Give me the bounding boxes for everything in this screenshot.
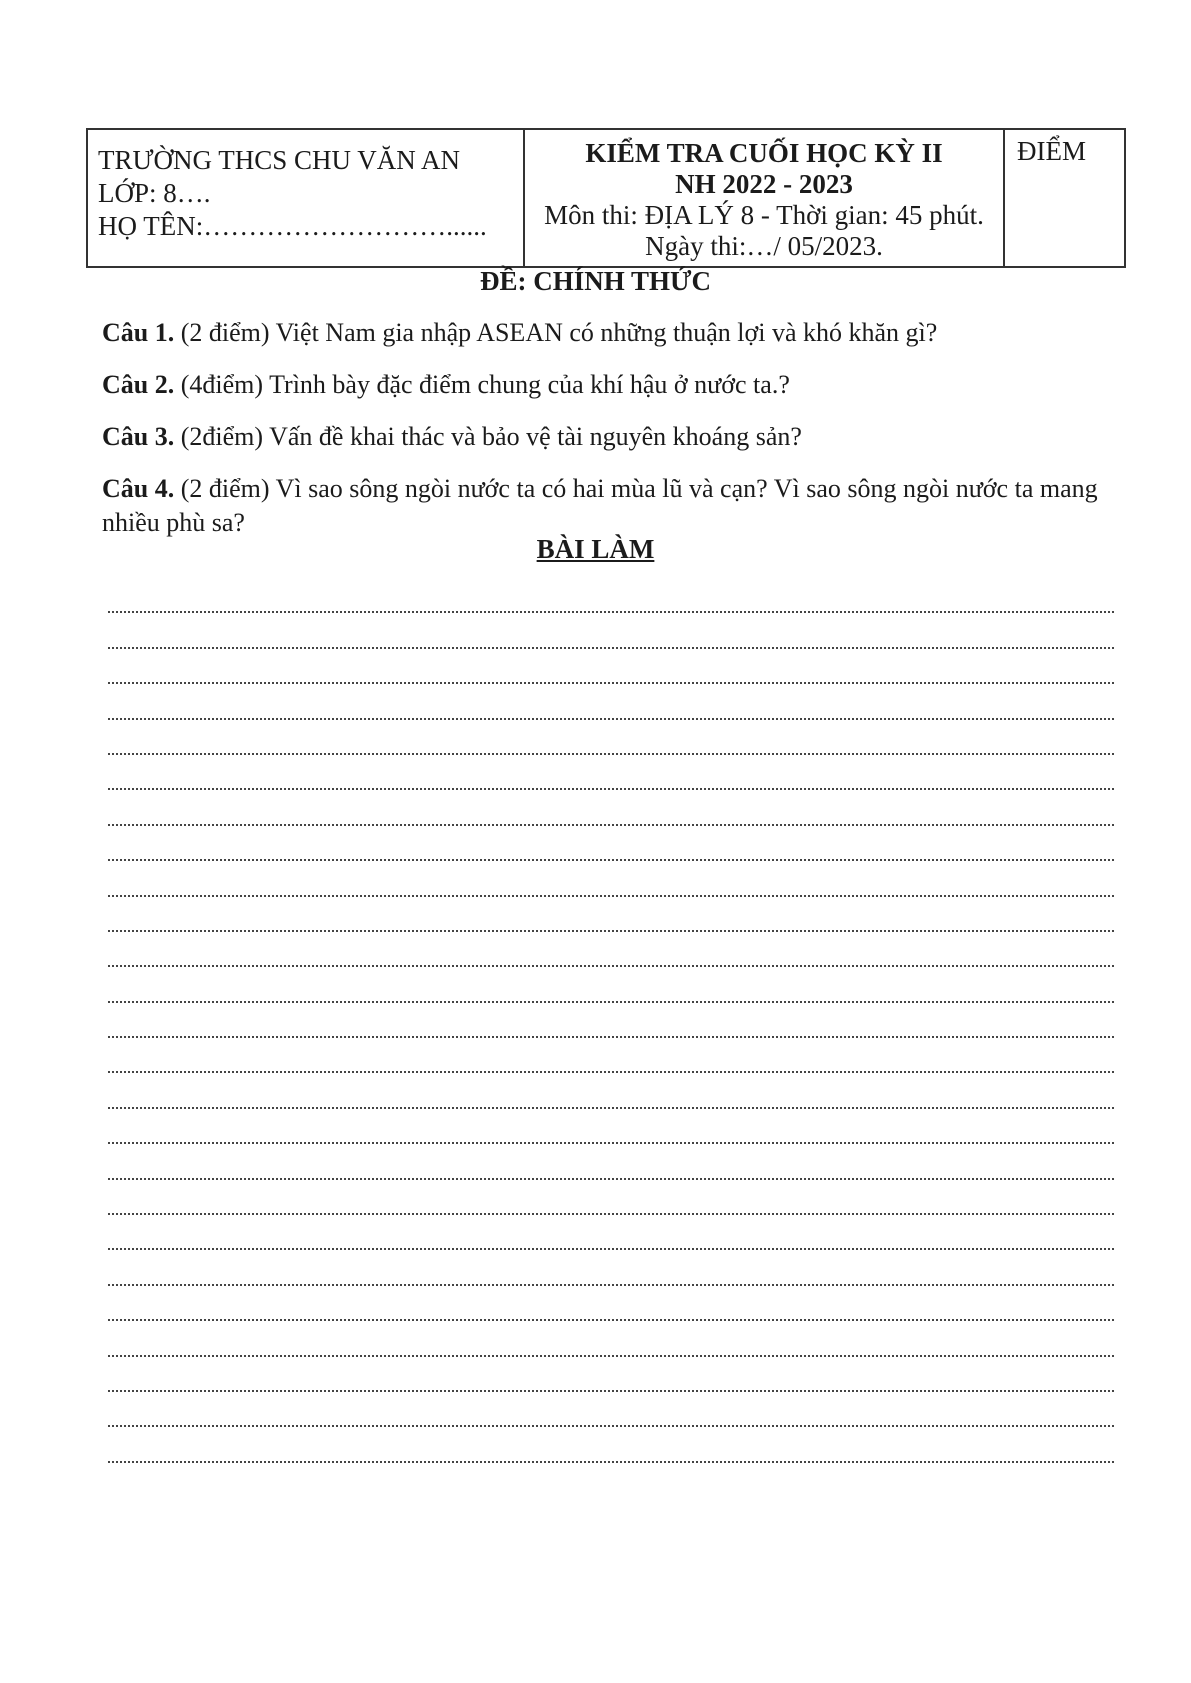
answer-line[interactable] [108,578,1114,613]
answer-line[interactable] [108,967,1114,1002]
answer-line[interactable] [108,1144,1114,1179]
answer-line[interactable] [108,1392,1114,1427]
exam-title: KIỂM TRA CUỐI HỌC KỲ II [585,138,943,168]
score-cell [1005,130,1124,266]
exam-date: Ngày thi:…/ 05/2023. [645,231,883,261]
school-name: TRƯỜNG THCS CHU VĂN AN [98,145,460,175]
answer-line[interactable] [108,1321,1114,1356]
question-text: (2 điểm) Vì sao sông ngòi nước ta có hai mùa lũ và cạn? Vì sao sông ngòi nước ta mang nhiều phù sa? [102,474,1098,537]
answer-line[interactable] [108,1286,1114,1321]
answer-line[interactable] [108,861,1114,896]
answer-line[interactable] [108,755,1114,790]
question-item [102,368,1114,402]
answer-line[interactable] [108,1250,1114,1285]
question-number: Câu 3. [102,422,175,451]
answer-line[interactable] [108,1109,1114,1144]
answer-line[interactable] [108,1180,1114,1215]
name-field: HỌ TÊN:………………………...... [98,211,487,241]
answer-line[interactable] [108,1427,1114,1462]
official-exam-label: ĐỀ: CHÍNH THỨC [479,266,712,296]
question-item [102,316,1114,350]
answer-section-title: BÀI LÀM [536,534,655,564]
exam-header-table [86,128,1126,268]
answer-line[interactable] [108,1003,1114,1038]
answer-line[interactable] [108,1357,1114,1392]
answer-line[interactable] [108,1073,1114,1108]
school-year: NH 2022 - 2023 [675,169,853,199]
question-number: Câu 4. [102,474,175,503]
answer-line[interactable] [108,649,1114,684]
answer-area[interactable] [108,578,1114,1463]
question-item [102,472,1114,540]
answer-line[interactable] [108,826,1114,861]
answer-line[interactable] [108,932,1114,967]
question-text: (2 điểm) Việt Nam gia nhập ASEAN có những thuận lợi và khó khăn gì? [180,318,938,347]
exam-info-cell [525,130,1005,266]
student-info-cell [88,130,525,266]
answer-line[interactable] [108,1215,1114,1250]
answer-line[interactable] [108,720,1114,755]
answer-line[interactable] [108,613,1114,648]
question-number: Câu 1. [102,318,175,347]
answer-line[interactable] [108,684,1114,719]
question-text: (4điểm) Trình bày đặc điểm chung của khí hậu ở nước ta.? [180,370,790,399]
question-text: (2điểm) Vấn đề khai thác và bảo vệ tài nguyên khoáng sản? [180,422,802,451]
answer-line[interactable] [108,1038,1114,1073]
score-label: ĐIỂM [1017,136,1086,166]
class-field: LỚP: 8…. [98,178,211,208]
question-item [102,420,1114,454]
subject-time: Môn thi: ĐỊA LÝ 8 - Thời gian: 45 phút. [544,200,984,230]
answer-line[interactable] [108,897,1114,932]
question-number: Câu 2. [102,370,175,399]
question-list [102,316,1114,558]
answer-line[interactable] [108,790,1114,825]
